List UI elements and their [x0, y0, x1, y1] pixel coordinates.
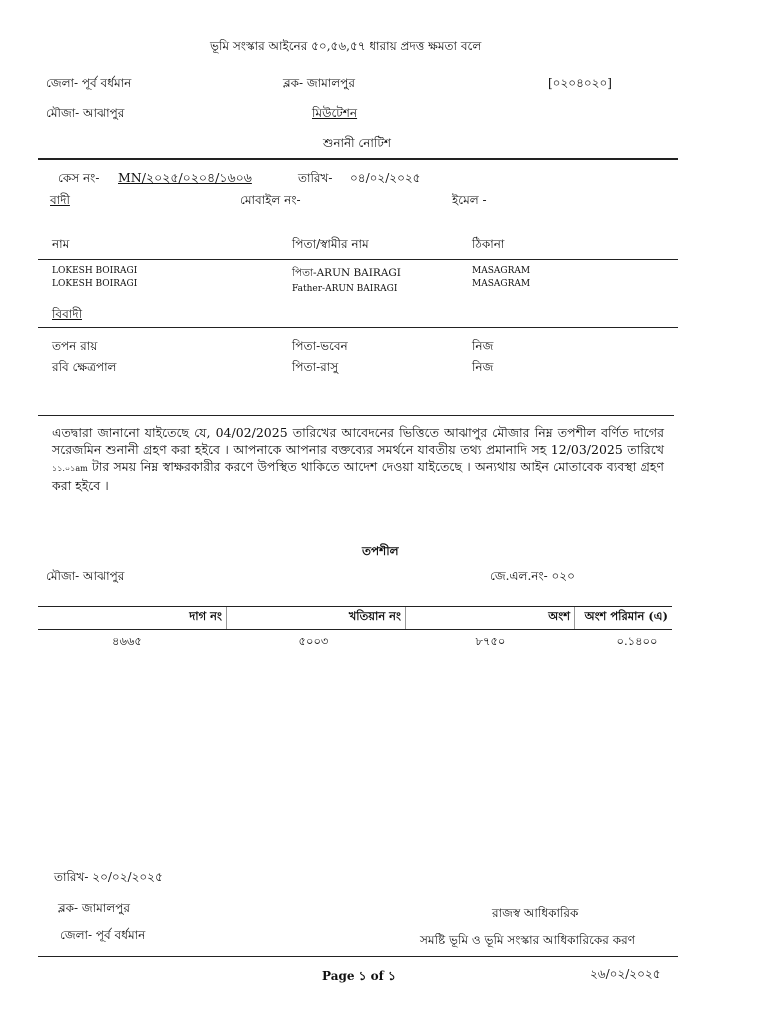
district-label: জেলা- পূর্ব বর্ধমান — [46, 76, 132, 90]
dag-number: ৪৬৬৫ — [112, 634, 142, 648]
share: ৮৭৫০ — [475, 634, 506, 648]
defendant-name: তপন রায় — [52, 339, 98, 353]
mobile-label: মোবাইল নং- — [240, 193, 301, 207]
schedule-title: তপশীল — [362, 544, 399, 558]
header-divider — [38, 158, 678, 160]
schedule-mouza: মৌজা- আঝাপুর — [46, 569, 125, 583]
office-code: [০২০৪০২০] — [548, 76, 612, 90]
block-label: ব্লক- জামালপুর — [283, 76, 355, 90]
page-number: Page ১ of ১ — [322, 969, 396, 983]
mouza-label: মৌজা- আঝাপুর — [46, 106, 125, 120]
col-share-area-header: অংশ পরিমান (এ) — [575, 607, 673, 630]
notice-text-part1: এতদ্বারা জানানো যাইতেছে যে, 04/02/2025 তারিখের আবেদনের ভিত্তিতে আঝাপুর মৌজার নিম্ন তপশীল বর্ণিত দাগের সরেজমিন শুনানী গ্রহণ করা হইবে । আপনাকে আপনার বক্তব্যের সমর্থনে যাবতীয় তথ্য প্রমানাদি সহ 12/03/2025 তারিখে — [52, 425, 664, 457]
plaintiff-header-divider — [38, 259, 678, 260]
officer-title: রাজস্ব আধিকারিক — [492, 906, 579, 920]
notice-title: শুনানী নোটিশ — [323, 136, 391, 150]
table-row — [38, 630, 672, 656]
plaintiff-name: LOKESH BOIRAGI — [52, 266, 138, 276]
col-father-header: পিতা/স্বামীর নাম — [292, 237, 369, 251]
print-date: ২৬/০২/২০২৫ — [590, 967, 661, 981]
defendant-address: নিজ — [472, 339, 494, 353]
col-name-header: নাম — [52, 237, 70, 251]
case-date: ০৪/০২/২০২৫ — [350, 171, 421, 185]
schedule-table — [38, 606, 672, 655]
plaintiff-heading: বাদী — [50, 193, 70, 207]
plaintiff-father: পিতা-ARUN BAIRAGI — [292, 267, 401, 279]
schedule-header-row — [38, 607, 672, 630]
mutation-heading: মিউটেশন — [312, 106, 358, 120]
col-share-header: অংশ — [406, 607, 575, 630]
notice-body — [52, 424, 664, 494]
email-label: ইমেল - — [452, 193, 487, 207]
defendant-divider — [38, 327, 678, 328]
defendant-father: পিতা-রাসু — [292, 360, 339, 374]
col-dag-header: দাগ নং — [38, 607, 227, 630]
footer-district: জেলা- পূর্ব বর্ধমান — [60, 928, 146, 942]
case-date-label: তারিখ- — [298, 171, 333, 185]
col-address-header: ঠিকানা — [472, 237, 505, 251]
jl-number: জে.এল.নং- ০২০ — [490, 569, 575, 583]
khatian-number: ৫০০৩ — [298, 634, 329, 648]
plaintiff-name: LOKESH BOIRAGI — [52, 279, 138, 289]
defendant-name: রবি ক্ষেত্রপাল — [52, 360, 117, 374]
defendant-father: পিতা-ভবেন — [292, 339, 348, 353]
order-title: ভূমি সংস্কার আইনের ৫০,৫৬,৫৭ ধারায় প্রদত্ত ক্ষমতা বলে — [210, 39, 482, 53]
plaintiff-father: Father-ARUN BAIRAGI — [292, 284, 398, 294]
office-name: সমষ্টি ভূমি ও ভূমি সংস্কার আধিকারিকের করণ — [420, 933, 635, 947]
case-number: MN/২০২৫/০২০৪/১৬০৬ — [118, 170, 252, 185]
hearing-time: ১১.০১am — [52, 464, 88, 473]
notice-divider — [38, 415, 674, 416]
issue-date: তারিখ- ২০/০২/২০২৫ — [54, 870, 163, 884]
col-khatian-header: খতিয়ান নং — [227, 607, 406, 630]
case-label: কেস নং- — [58, 171, 100, 185]
plaintiff-address: MASAGRAM — [472, 279, 531, 289]
defendant-address: নিজ — [472, 360, 494, 374]
defendant-heading: বিবাদী — [52, 307, 83, 321]
footer-divider — [38, 956, 678, 957]
footer-block: ব্লক- জামালপুর — [58, 901, 130, 915]
plaintiff-address: MASAGRAM — [472, 266, 531, 276]
share-area: ০.১৪০০ — [616, 634, 658, 648]
notice-text-part2: টার সময় নিম্ন স্বাক্ষরকারীর করণে উপস্থিত থাকিতে আদেশ দেওয়া যাইতেছে । অন্যথায় আইন মোতাবেক ব্যবস্থা গ্রহণ করা হইবে । — [52, 459, 664, 493]
